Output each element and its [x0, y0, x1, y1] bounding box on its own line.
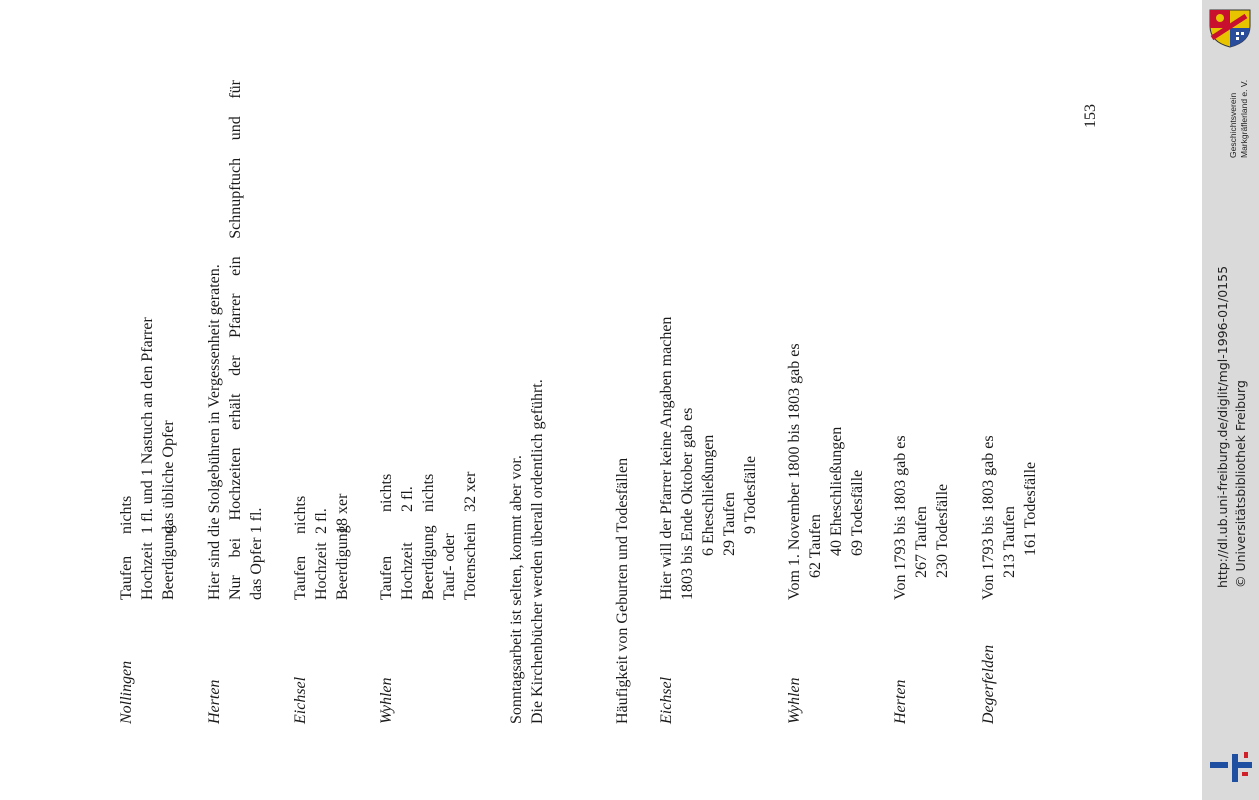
- source-url-link[interactable]: http://dl.ub.uni-freiburg.de/diglit/mgl-1996-01/0155: [1215, 265, 1230, 588]
- place-eichsel: Eichsel: [658, 676, 675, 724]
- eichsel-fees: [290, 494, 353, 600]
- page-number: 153: [1082, 104, 1099, 128]
- degerfelden-stats: Von 1793 bis 1803 gab es 213 Taufen 161 Todesfälle: [980, 435, 1039, 600]
- fee-row: Beerdigung 18 xer: [334, 493, 351, 600]
- fee-row: Taufen nichts: [292, 495, 309, 600]
- place-degerfelden: Degerfelden: [980, 644, 997, 724]
- fee-row: Taufen nichts: [118, 495, 135, 600]
- fee-row: Hochzeit 1 fl. und 1 Nastuch an den Pfarrer: [139, 317, 156, 600]
- wyhlen-stats: Vom 1. November 1800 bis 1803 gab es 62 Taufen 40 Eheschließungen 69 Todesfälle: [786, 343, 866, 600]
- place-herten: Herten: [206, 679, 223, 724]
- place-eichsel: Eichsel: [292, 676, 309, 724]
- fee-row: Totenschein 32 xer: [462, 471, 479, 600]
- place-nollingen: Nollingen: [118, 660, 135, 724]
- fee-row: Taufen nichts: [378, 473, 395, 600]
- copyright-text: © Universitätsbibliothek Freiburg: [1233, 380, 1248, 588]
- nollingen-fees: [116, 317, 179, 600]
- herten-text: Hier sind die Stolgebühren in Vergessenheit geraten. Nur bei Hochzeiten erhält der Pfarrer ein Schnupftuch und für das Opfer 1 fl.: [206, 80, 265, 600]
- herten-stats: Von 1793 bis 1803 gab es 267 Taufen 230 Todesfälle: [892, 435, 951, 600]
- fee-row: Hochzeit 2 fl.: [313, 508, 330, 600]
- coat-of-arms-icon: [1206, 8, 1254, 48]
- eichsel-stats: Hier will der Pfarrer keine Angaben machen 1803 bis Ende Oktober gab es 6 Eheschließungen 29 Taufen 9 Todesfälle: [658, 316, 759, 600]
- place-herten: Herten: [892, 679, 909, 724]
- fee-row: Beerdigung nichts: [420, 473, 437, 600]
- fee-row: Hochzeit 2 fl.: [399, 486, 416, 600]
- place-wyhlen: Wyhlen: [786, 677, 803, 724]
- wyhlen-fees: [376, 472, 481, 600]
- sunday-note: Sonntagsarbeit ist selten, kommt aber vor. Die Kirchenbücher werden überall ordentlich geführt.: [508, 379, 546, 724]
- place-wyhlen: Wyhlen: [378, 677, 395, 724]
- section-heading: Häufigkeit von Geburten und Todesfällen: [614, 457, 631, 724]
- fee-row: Tauf- oder: [441, 533, 458, 600]
- association-name: Geschichtsverein Markgräflerland e. V.: [1228, 79, 1249, 158]
- library-logo-icon: [1208, 750, 1254, 784]
- fee-row: Beerdigung das übliche Opfer: [160, 420, 177, 600]
